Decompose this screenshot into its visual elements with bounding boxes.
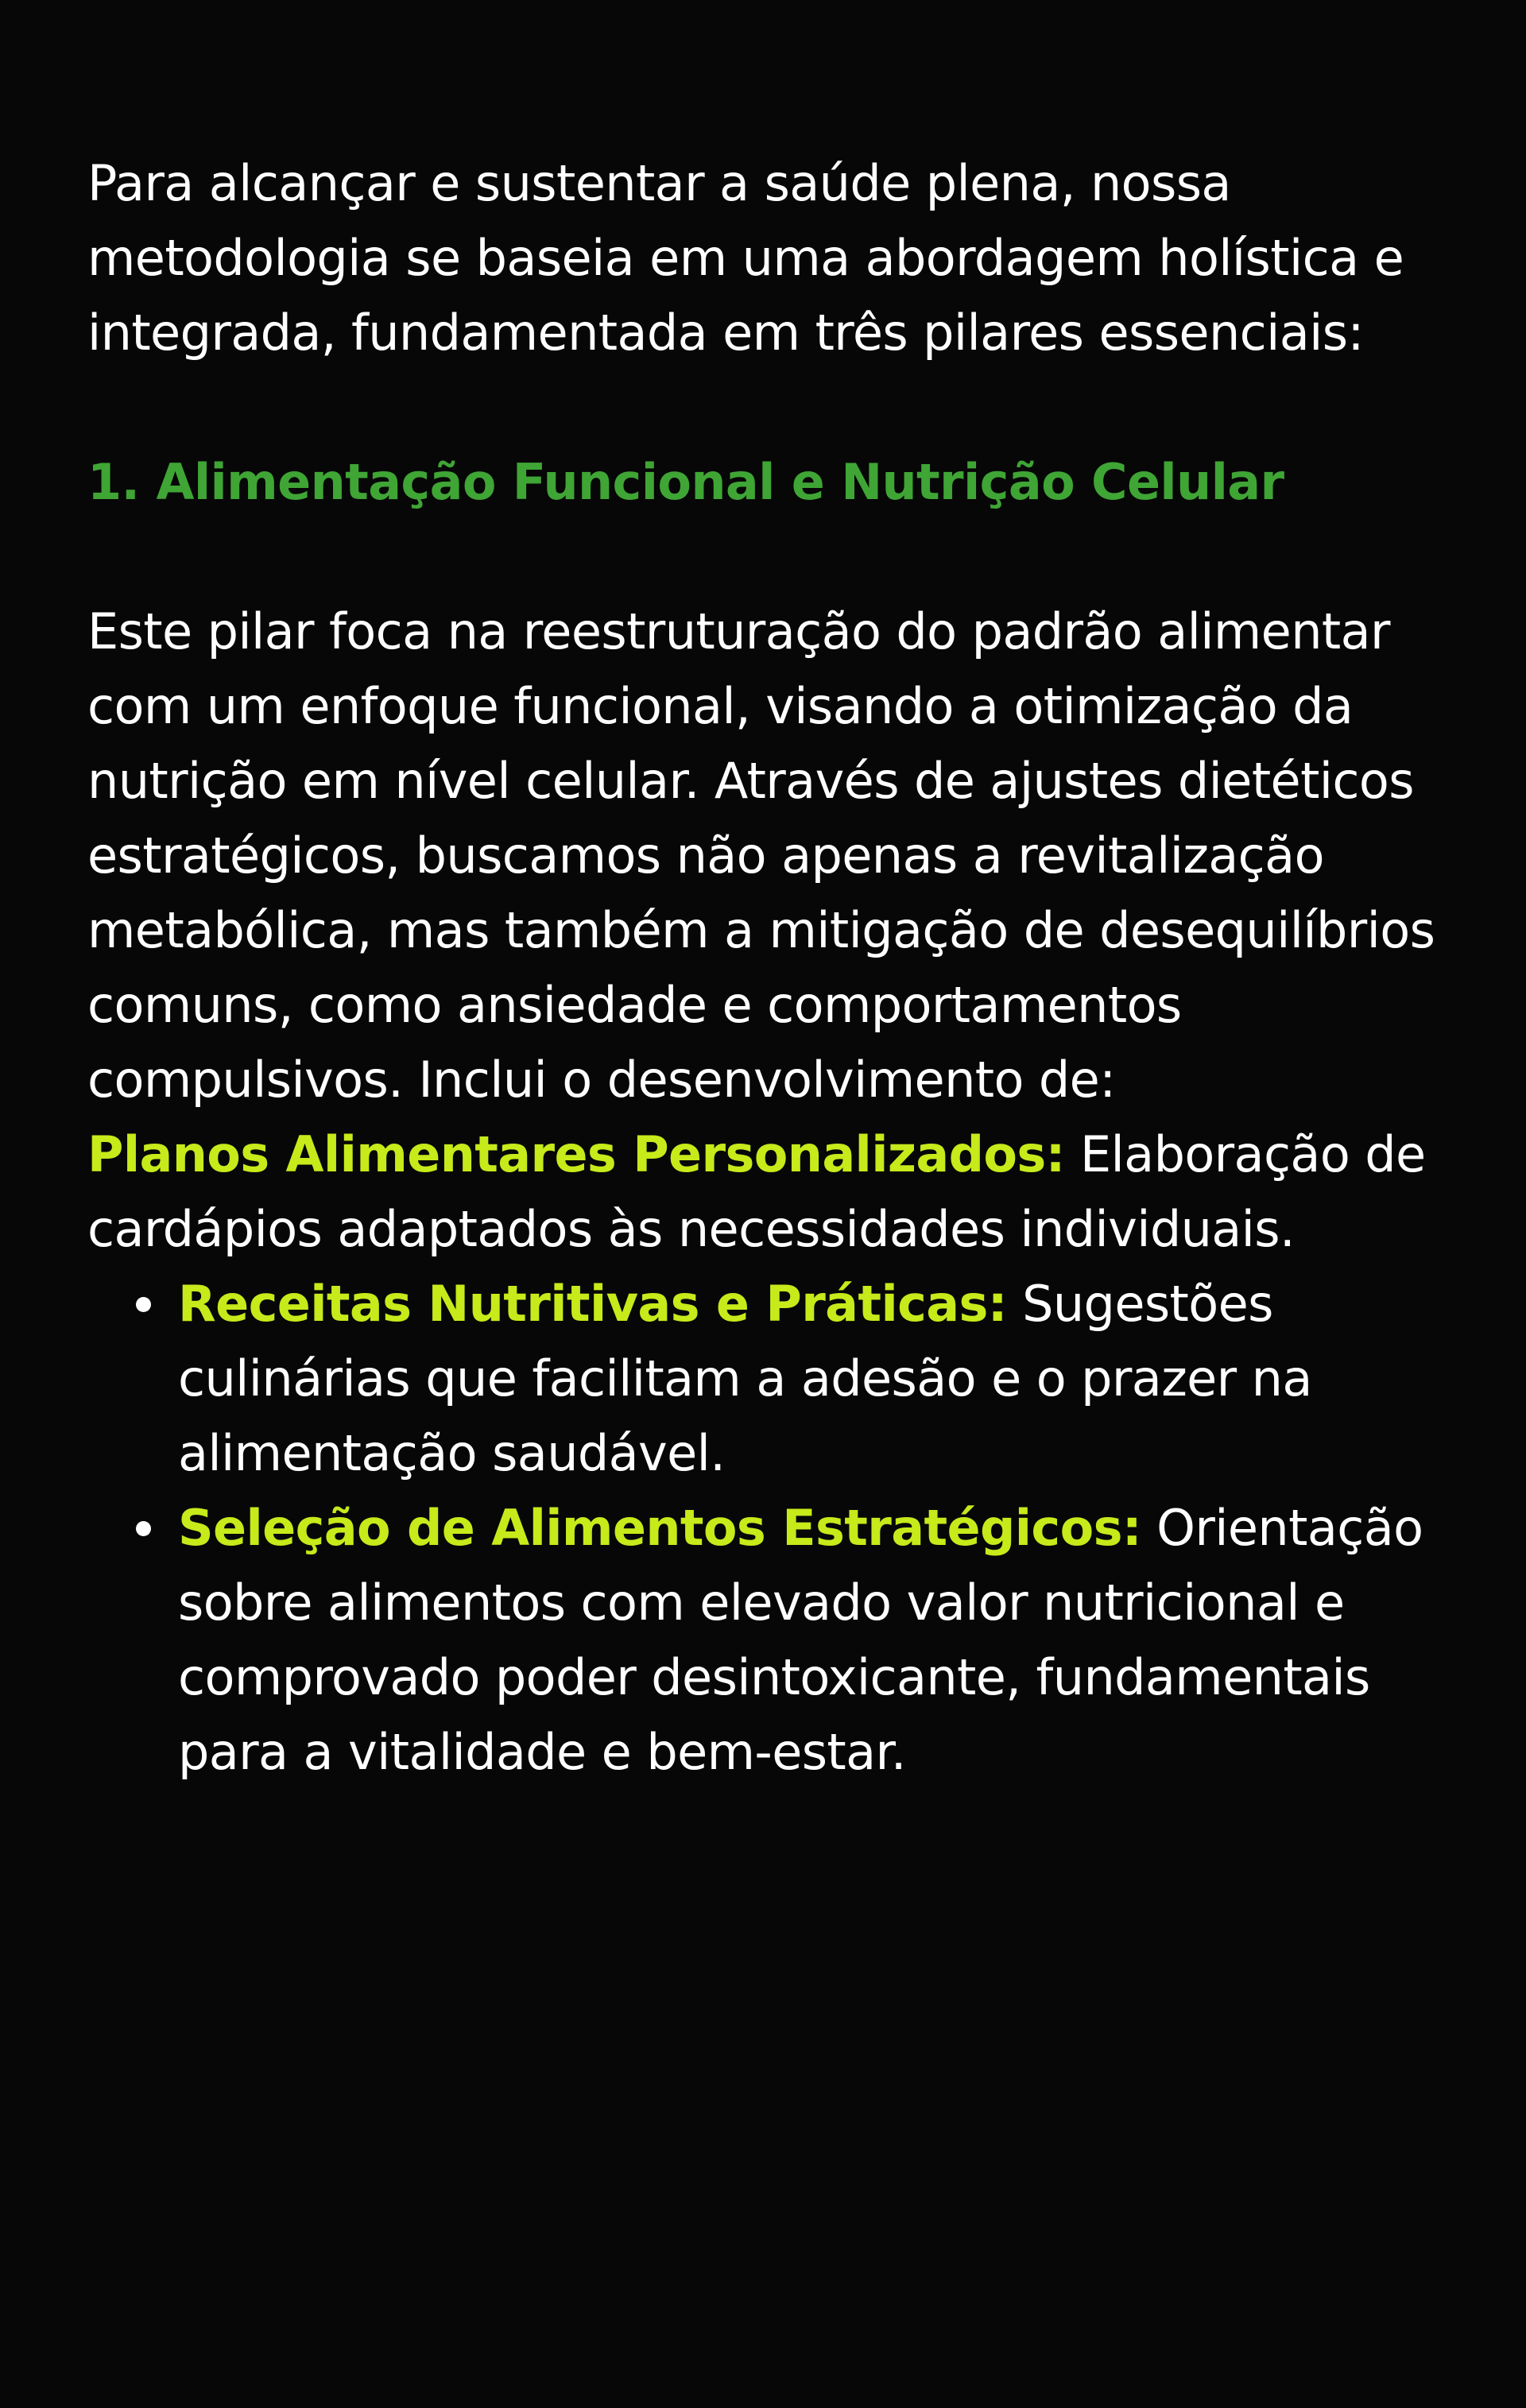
bullet-text: Sugestões culinárias que facilitam a adesão e o prazer na alimentação saudável. <box>178 1275 1312 1482</box>
personalized-plans-title: Planos Alimentares Personalizados: <box>87 1125 1065 1183</box>
bullet-title: Receitas Nutritivas e Práticas: <box>178 1275 1007 1333</box>
bullet-item-food-selection <box>87 1491 1454 1790</box>
section-heading: 1. Alimentação Funcional e Nutrição Celular <box>87 453 1284 511</box>
bullet-icon <box>136 1521 151 1536</box>
personalized-plans-item <box>87 1117 1454 1267</box>
intro-paragraph: Para alcançar e sustentar a saúde plena, nossa metodologia se baseia em uma abordagem holística e integrada, fundamentada em três pilares essenciais: <box>87 154 1404 362</box>
bullet-icon <box>136 1297 151 1312</box>
personalized-plans-text: Elaboração de cardápios adaptados às necessidades individuais. <box>87 1125 1426 1258</box>
bullet-list <box>87 1267 1454 1790</box>
section-body-paragraph: Este pilar foca na reestruturação do padrão alimentar com um enfoque funcional, visando a otimização da nutrição em nível celular. Através de ajustes dietéticos estratégicos, buscamos não apenas a revitalização metabólica, mas também a mitigação de desequilíbrios comuns, como ansiedade e comportamentos compulsivos. Inclui o desenvolvimento de: <box>87 602 1435 1109</box>
bullet-item-recipes <box>87 1267 1454 1491</box>
bullet-text: Orientação sobre alimentos com elevado valor nutricional e comprovado poder desintoxicante, fundamentais para a vitalidade e bem-estar. <box>178 1499 1423 1781</box>
bullet-title: Seleção de Alimentos Estratégicos: <box>178 1499 1142 1557</box>
document-content <box>87 146 1454 1790</box>
